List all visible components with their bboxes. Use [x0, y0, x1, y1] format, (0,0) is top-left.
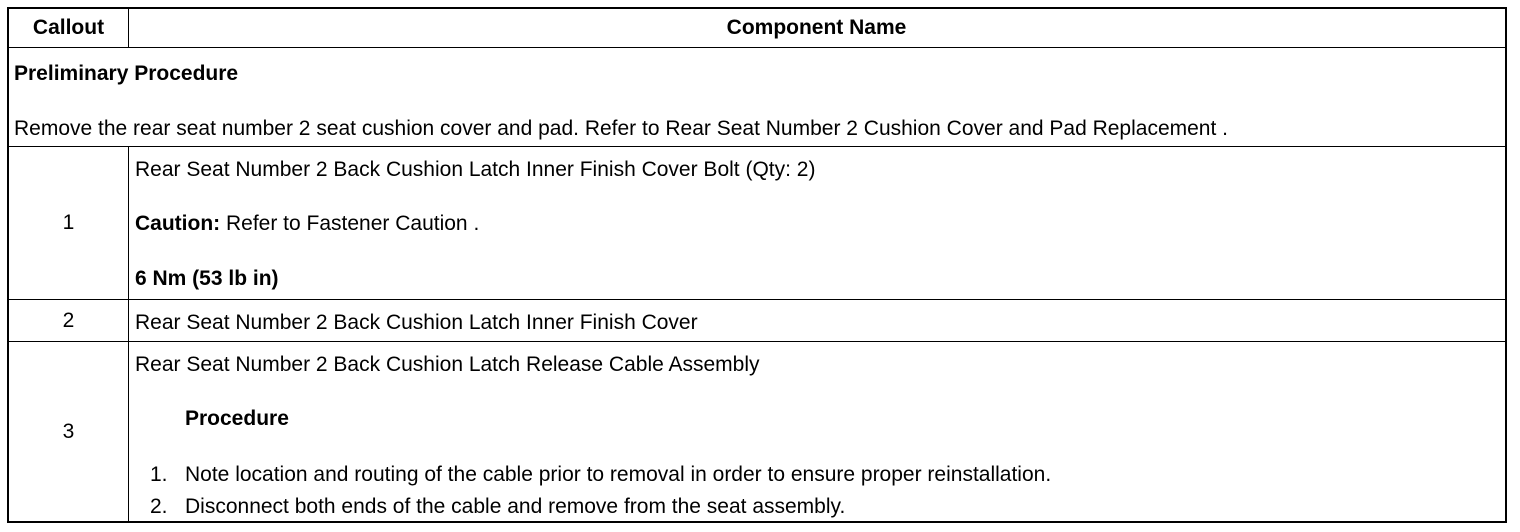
callout-number: 1 [9, 147, 129, 299]
caution-label: Caution: [135, 212, 221, 235]
callout-column-header: Callout [9, 9, 129, 47]
component-name: Rear Seat Number 2 Back Cushion Latch Inner Finish Cover [135, 311, 698, 334]
callout-number: 3 [9, 342, 129, 521]
procedure-step [150, 463, 1051, 487]
table-header-row [9, 9, 1505, 48]
component-cell [128, 342, 1505, 521]
component-cell [128, 300, 1505, 341]
preliminary-procedure-row [9, 48, 1505, 147]
step-text: Disconnect both ends of the cable and remove from the seat assembly. [185, 495, 846, 518]
component-name: Rear Seat Number 2 Back Cushion Latch Inner Finish Cover Bolt (Qty: 2) [135, 158, 816, 181]
table-row [9, 300, 1505, 342]
step-text: Note location and routing of the cable prior to removal in order to ensure proper reinstallation. [185, 463, 1052, 486]
procedure-title: Procedure [185, 407, 289, 430]
torque-spec: 6 Nm (53 lb in) [135, 267, 279, 290]
table-row [9, 342, 1505, 521]
procedure-step [150, 495, 845, 519]
callout-number: 2 [9, 300, 129, 341]
step-number: 2. [150, 495, 168, 518]
caution-text: Refer to Fastener Caution . [220, 212, 480, 235]
component-table [7, 7, 1507, 523]
preliminary-procedure-text: Remove the rear seat number 2 seat cushion cover and pad. Refer to Rear Seat Number 2 Cushion Cover and Pad Replacement . [14, 117, 1228, 140]
component-name: Rear Seat Number 2 Back Cushion Latch Release Cable Assembly [135, 353, 760, 376]
table-row [9, 147, 1505, 300]
component-name-column-header: Component Name [726, 16, 907, 39]
component-cell [128, 147, 1505, 299]
caution-note [135, 212, 479, 236]
step-number: 1. [150, 463, 168, 486]
preliminary-procedure-title: Preliminary Procedure [14, 62, 239, 85]
